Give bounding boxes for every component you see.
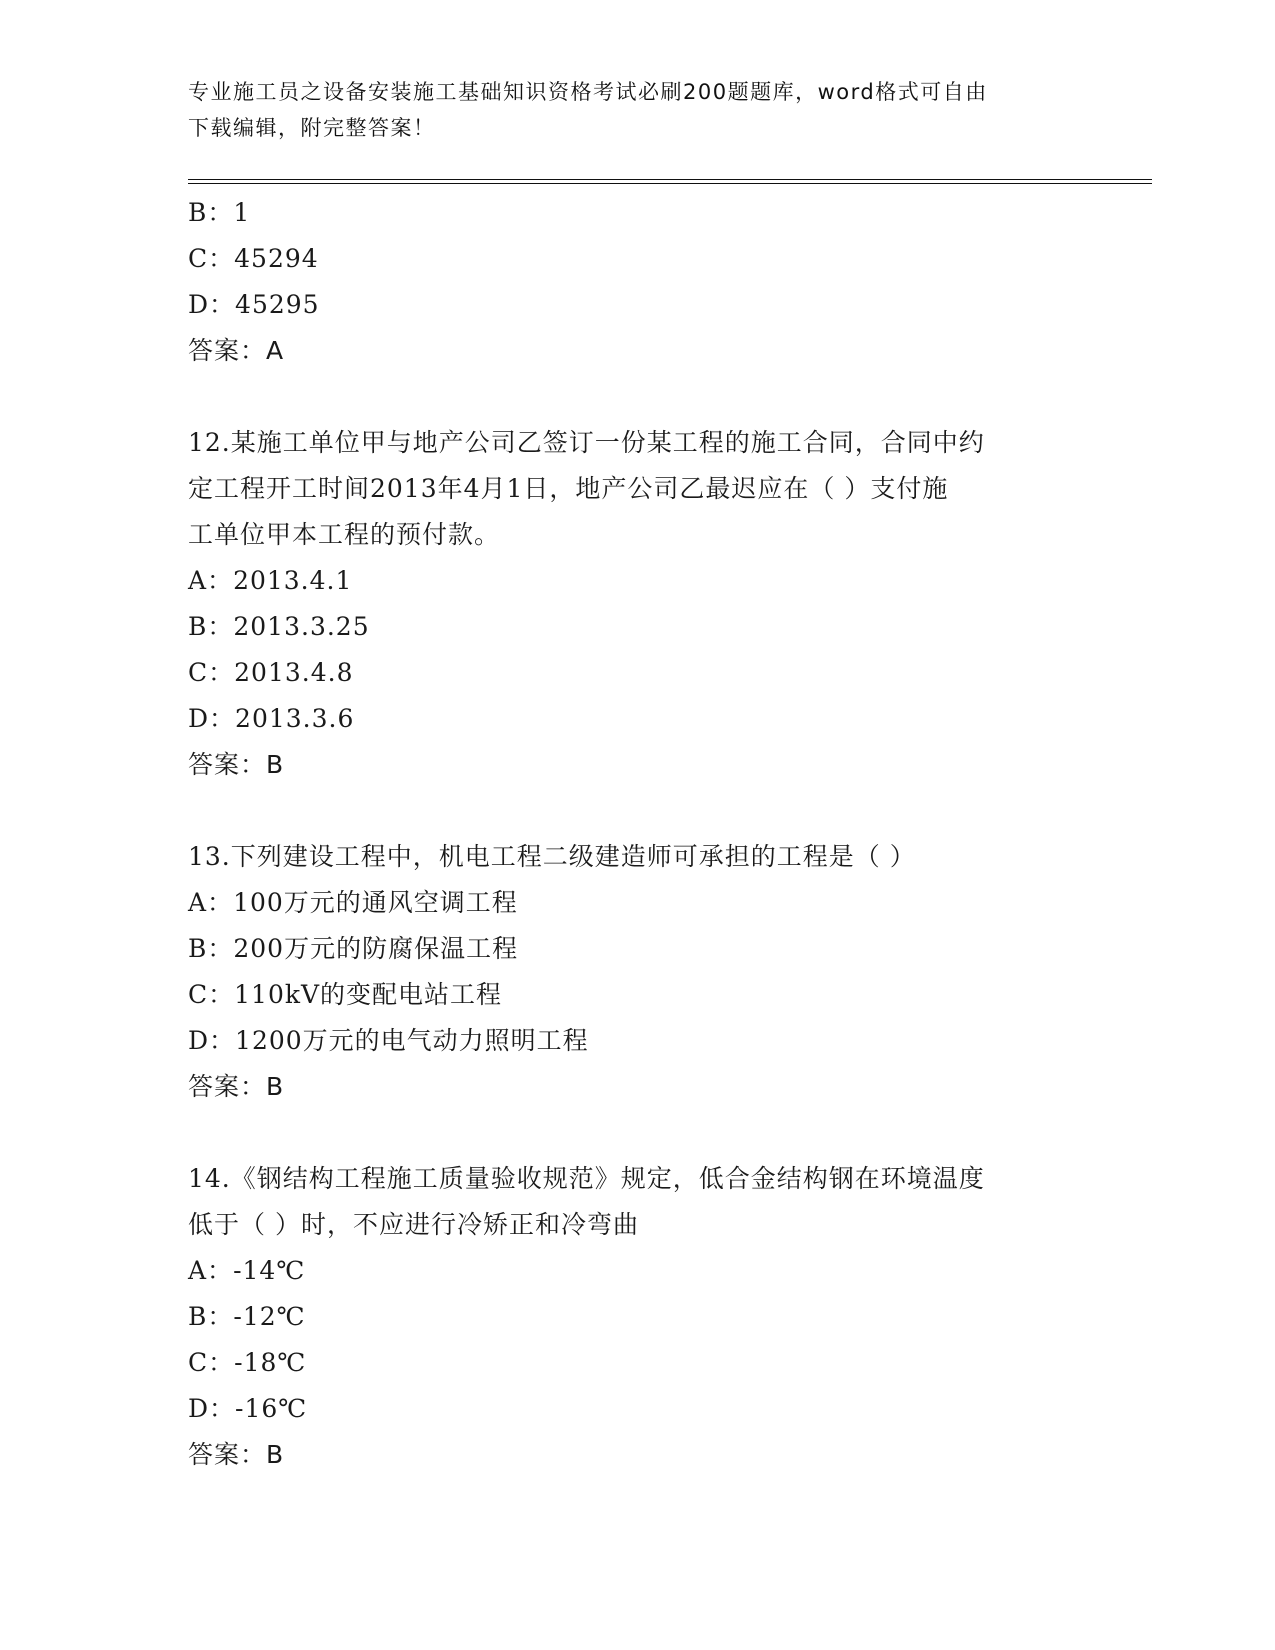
option-label: B： [188,198,234,227]
question-body [188,190,1088,1478]
option-text: 2013.4.1 [233,566,353,595]
option-label: D： [188,704,236,733]
option-text: 45294 [234,244,319,273]
question-stem-line: 13.下列建设工程中，机电工程二级建造师可承担的工程是（ ） [188,842,916,871]
option-d [188,1018,1088,1064]
question-12 [188,420,1088,788]
answer-line: 答案：B [188,1072,285,1101]
option-label: B： [188,934,234,963]
option-a [188,880,1088,926]
option-text: -18℃ [234,1348,307,1377]
option-label: A： [188,1256,234,1285]
header-line-2: 下载编辑，附完整答案！ [188,116,436,140]
answer-line: 答案：B [188,750,285,779]
option-label: C： [188,1348,235,1377]
option-text: -16℃ [235,1394,308,1423]
option-d [188,282,1088,328]
header-divider-bottom [188,183,1152,184]
option-a [188,1248,1088,1294]
option-text: 110kV的变配电站工程 [234,980,503,1009]
option-label: C： [188,980,235,1009]
continued-question [188,190,1088,374]
option-c [188,1340,1088,1386]
header-divider-top [188,179,1152,180]
option-c [188,972,1088,1018]
option-label: B： [188,612,234,641]
option-label: A： [188,566,234,595]
option-label: B： [188,1302,234,1331]
option-label: C： [188,658,235,687]
option-label: D： [188,1026,236,1055]
option-b [188,190,1088,236]
option-text: 45295 [235,290,320,319]
question-stem-line: 低于（ ）时，不应进行冷矫正和冷弯曲 [188,1210,639,1239]
answer-line: 答案：A [188,336,285,365]
header-line-1: 专业施工员之设备安装施工基础知识资格考试必刷200题题库，word格式可自由 [188,80,988,104]
option-text: 1 [233,198,251,227]
page-header [188,74,1068,146]
question-stem-line: 14.《钢结构工程施工质量验收规范》规定，低合金结构钢在环境温度 [188,1164,985,1193]
option-label: A： [188,888,234,917]
option-label: D： [188,290,236,319]
question-stem-line: 工单位甲本工程的预付款。 [188,520,501,549]
option-b [188,1294,1088,1340]
option-text: 1200万元的电气动力照明工程 [235,1026,589,1055]
option-b [188,926,1088,972]
option-text: 2013.3.25 [233,612,370,641]
option-d [188,1386,1088,1432]
question-stem-line: 12.某施工单位甲与地产公司乙签订一份某工程的施工合同，合同中约 [188,428,985,457]
option-label: C： [188,244,235,273]
option-text: 2013.4.8 [234,658,354,687]
option-c [188,236,1088,282]
option-label: D： [188,1394,236,1423]
question-13 [188,834,1088,1110]
question-stem-line: 定工程开工时间2013年4月1日，地产公司乙最迟应在（ ）支付施 [188,474,949,503]
option-text: 200万元的防腐保温工程 [233,934,519,963]
option-text: 2013.3.6 [235,704,355,733]
answer-line: 答案：B [188,1440,285,1469]
option-d [188,696,1088,742]
question-14 [188,1156,1088,1478]
option-text: -14℃ [233,1256,306,1285]
option-text: 100万元的通风空调工程 [233,888,518,917]
option-b [188,604,1088,650]
option-a [188,558,1088,604]
option-c [188,650,1088,696]
option-text: -12℃ [233,1302,306,1331]
